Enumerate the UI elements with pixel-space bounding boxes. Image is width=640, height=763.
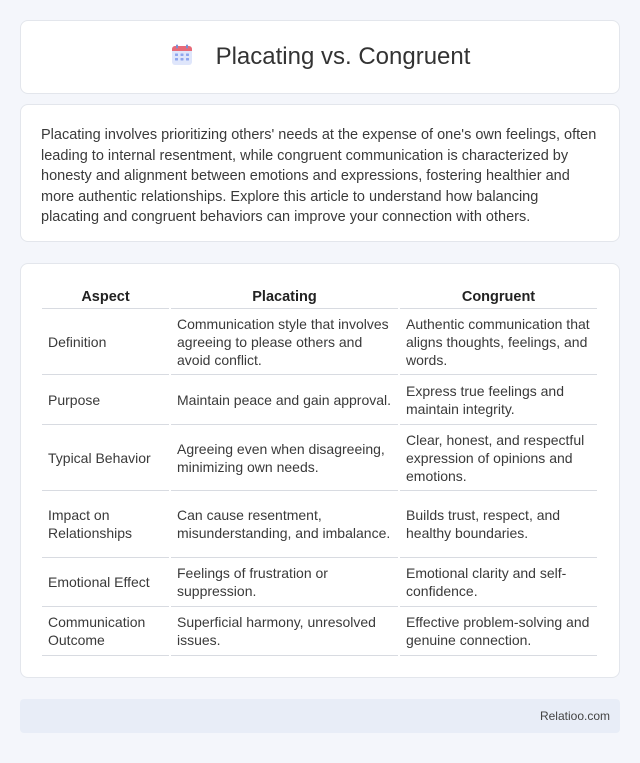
intro-paragraph: Placating involves prioritizing others' needs at the expense of one's own feelings, often leading to internal resentment, while congruent communication is characterized by honesty and alignment between emotions and expressions, fostering healthier and more authentic relationships. Explore this article to understand how balancing placating and congruent behaviors can improve your connection with others. [41, 127, 597, 225]
aspect-cell: Purpose [42, 375, 169, 425]
column-header-placating: Placating [171, 284, 398, 309]
column-header-aspect: Aspect [42, 284, 169, 309]
aspect-cell: Communication Outcome [42, 607, 169, 656]
table-header-row [42, 284, 597, 309]
congruent-cell: Express true feelings and maintain integrity. [400, 375, 597, 425]
placating-cell: Communication style that involves agreeing to please others and avoid conflict. [171, 309, 398, 375]
table-row [42, 607, 597, 656]
placating-cell: Can cause resentment, misunderstanding, and imbalance. [171, 491, 398, 558]
comparison-table [40, 284, 599, 656]
table-row [42, 558, 597, 607]
comparison-card [20, 263, 620, 678]
placating-cell: Superficial harmony, unresolved issues. [171, 607, 398, 656]
column-header-congruent: Congruent [400, 284, 597, 309]
table-row [42, 375, 597, 425]
congruent-cell: Builds trust, respect, and healthy boundaries. [400, 491, 597, 558]
footer-bar [20, 699, 620, 733]
title-card [20, 20, 620, 94]
placating-cell: Feelings of frustration or suppression. [171, 558, 398, 607]
placating-cell: Agreeing even when disagreeing, minimizing own needs. [171, 425, 398, 491]
calendar-icon [170, 43, 194, 72]
congruent-cell: Emotional clarity and self-confidence. [400, 558, 597, 607]
congruent-cell: Effective problem-solving and genuine connection. [400, 607, 597, 656]
page-title: Placating vs. Congruent [215, 43, 471, 70]
aspect-cell: Emotional Effect [42, 558, 169, 607]
footer-site-label: Relatioo.com [539, 709, 610, 723]
table-row [42, 491, 597, 558]
congruent-cell: Authentic communication that aligns thoughts, feelings, and words. [400, 309, 597, 375]
placating-cell: Maintain peace and gain approval. [171, 375, 398, 425]
congruent-cell: Clear, honest, and respectful expression of opinions and emotions. [400, 425, 597, 491]
aspect-cell: Impact on Relationships [42, 491, 169, 558]
aspect-cell: Definition [42, 309, 169, 375]
table-row [42, 309, 597, 375]
title-group [170, 43, 471, 72]
aspect-cell: Typical Behavior [42, 425, 169, 491]
intro-card [20, 104, 620, 242]
table-row [42, 425, 597, 491]
